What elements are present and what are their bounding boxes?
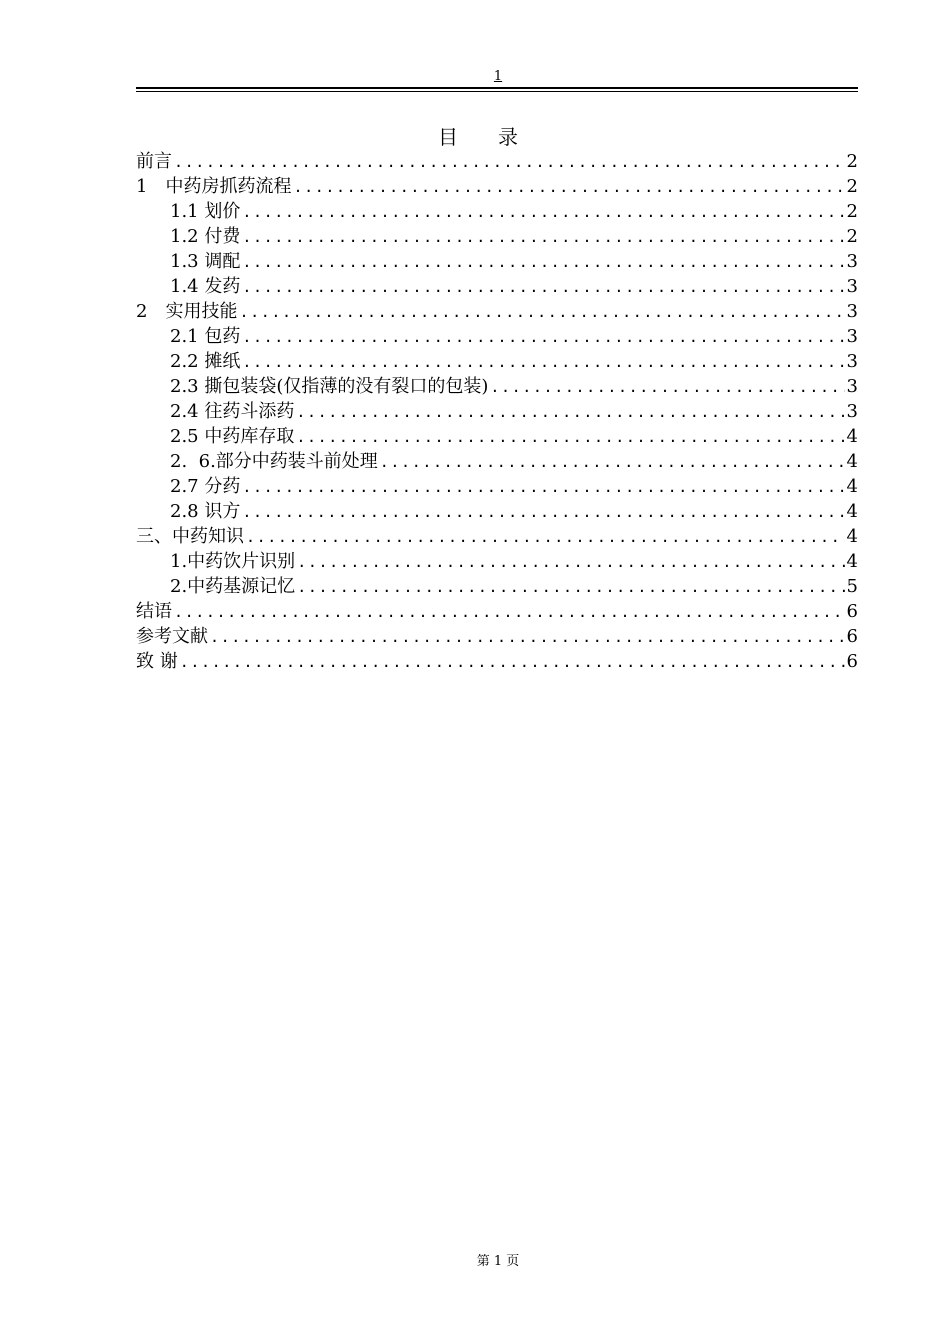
- toc-entry-label: 2.8 识方: [170, 501, 241, 522]
- toc-entry[interactable]: [136, 474, 858, 499]
- toc-leader-dots: [174, 150, 845, 175]
- toc-entry-page: 4: [846, 451, 858, 472]
- toc-entry-page: 4: [846, 551, 858, 572]
- toc-entry-label: 结语: [136, 601, 172, 622]
- toc-entry[interactable]: [136, 224, 858, 249]
- toc-entry-page: 2: [846, 176, 858, 197]
- toc-entry[interactable]: [136, 499, 858, 524]
- toc-entry-page: 3: [846, 251, 858, 272]
- toc-entry-page: 2: [846, 201, 858, 222]
- toc-entry[interactable]: [136, 149, 858, 174]
- toc-leader-dots: [246, 525, 845, 550]
- toc-entry[interactable]: [136, 374, 858, 399]
- toc-entry-label: 1.3 调配: [170, 251, 241, 272]
- toc-leader-dots: [210, 625, 845, 650]
- toc-entry-page: 3: [846, 376, 858, 397]
- toc-entry-page: 4: [846, 476, 858, 497]
- toc-entry-label: 2.5 中药库存取: [170, 426, 295, 447]
- toc-entry-label: 2.4 往药斗添药: [170, 401, 295, 422]
- toc-entry-label: 1.中药饮片识别: [170, 551, 296, 572]
- toc-leader-dots: [180, 650, 845, 675]
- toc-leader-dots: [297, 550, 844, 575]
- toc-entry-label: 2.中药基源记忆: [170, 576, 296, 597]
- toc-entry-page: 6: [846, 601, 858, 622]
- toc-entry[interactable]: [136, 349, 858, 374]
- toc-entry[interactable]: [136, 174, 858, 199]
- toc-entry[interactable]: [136, 449, 858, 474]
- header-rule-thin: [136, 91, 858, 92]
- toc-entry[interactable]: [136, 574, 858, 599]
- toc-entry[interactable]: [136, 199, 858, 224]
- toc-leader-dots: [174, 600, 845, 625]
- toc-entry-label: 1 中药房抓药流程: [136, 176, 292, 197]
- toc-leader-dots: [242, 350, 844, 375]
- toc-leader-dots: [242, 325, 844, 350]
- toc-entry-label: 参考文献: [136, 626, 208, 647]
- toc-entry-page: 3: [846, 401, 858, 422]
- toc-entry-label: 2.7 分药: [170, 476, 241, 497]
- header-page-number-text: 1: [493, 69, 503, 84]
- toc-entry-label: 2.2 摊纸: [170, 351, 241, 372]
- toc-entry-page: 3: [846, 276, 858, 297]
- toc-entry[interactable]: [136, 549, 858, 574]
- toc-entry-page: 4: [846, 526, 858, 547]
- toc-entry[interactable]: [136, 324, 858, 349]
- toc-entry[interactable]: [136, 599, 858, 624]
- toc-entry-label: 2. 6.部分中药装斗前处理: [170, 451, 378, 472]
- toc-entry-label: 1.2 付费: [170, 226, 241, 247]
- toc-entry-label: 三、中药知识: [136, 526, 244, 547]
- toc-leader-dots: [296, 425, 844, 450]
- toc-leader-dots: [293, 175, 844, 200]
- toc-leader-dots: [242, 250, 844, 275]
- header-rule-thick: [136, 87, 858, 89]
- toc-entry-page: 3: [846, 351, 858, 372]
- toc-leader-dots: [242, 225, 844, 250]
- toc-entry[interactable]: [136, 424, 858, 449]
- toc-entry-label: 致 谢: [136, 651, 178, 672]
- toc-entry[interactable]: [136, 274, 858, 299]
- footer-page-label: 第 1 页: [476, 1254, 520, 1269]
- toc-entry-page: 2: [846, 226, 858, 247]
- toc-leader-dots: [242, 500, 844, 525]
- toc-entry-label: 2.3 撕包装袋(仅指薄的没有裂口的包装): [170, 376, 489, 397]
- toc-leader-dots: [242, 200, 844, 225]
- toc-entry-page: 3: [846, 326, 858, 347]
- toc-entry-page: 4: [846, 501, 858, 522]
- toc-leader-dots: [490, 375, 844, 400]
- toc-entry-label: 2.1 包药: [170, 326, 241, 347]
- toc-leader-dots: [242, 475, 844, 500]
- toc-leader-dots: [242, 275, 844, 300]
- toc-leader-dots: [239, 300, 844, 325]
- toc-leader-dots: [380, 450, 845, 475]
- toc-entry-page: 6: [846, 626, 858, 647]
- toc-leader-dots: [296, 400, 844, 425]
- toc-entry[interactable]: [136, 249, 858, 274]
- toc-entry-page: 5: [846, 576, 858, 597]
- toc-entry-label: 1.1 划价: [170, 201, 241, 222]
- toc-entry-page: 2: [846, 151, 858, 172]
- toc-entry-label: 前言: [136, 151, 172, 172]
- toc-entry[interactable]: [136, 399, 858, 424]
- toc-entry[interactable]: [136, 649, 858, 674]
- header-page-number: [0, 69, 950, 84]
- toc-entry-page: 6: [846, 651, 858, 672]
- toc-entry[interactable]: [136, 299, 858, 324]
- toc-entry-label: 1.4 发药: [170, 276, 241, 297]
- toc-entry[interactable]: [136, 524, 858, 549]
- toc-entry-page: 4: [846, 426, 858, 447]
- toc-entry-label: 2 实用技能: [136, 301, 238, 322]
- toc-leader-dots: [297, 575, 844, 600]
- toc-title: 目录: [438, 125, 558, 149]
- table-of-contents: [136, 149, 858, 674]
- toc-entry-page: 3: [846, 301, 858, 322]
- toc-entry[interactable]: [136, 624, 858, 649]
